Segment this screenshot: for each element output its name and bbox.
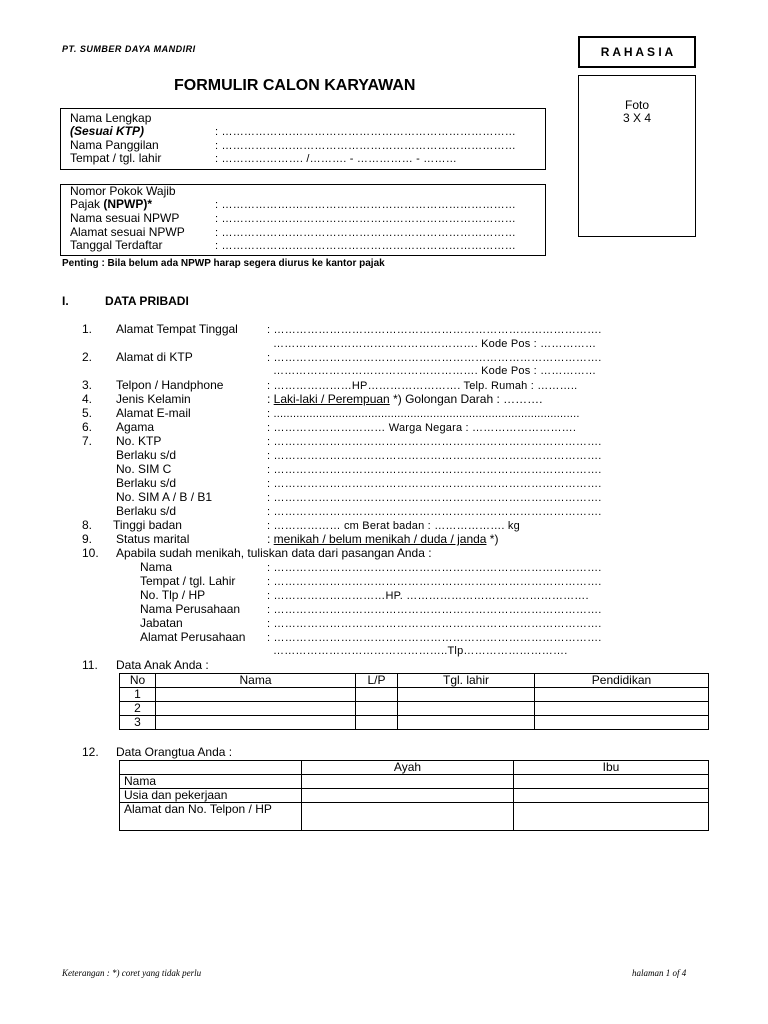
photo-box xyxy=(578,75,696,237)
parents-cell[interactable] xyxy=(302,803,514,831)
label-data-orangtua: Data Orangtua Anda : xyxy=(116,745,233,759)
form-title: FORMULIR CALON KARYAWAN xyxy=(174,77,416,94)
pasangan-tlp-field[interactable]: : …………………………HP. …………………………………………. xyxy=(267,590,589,602)
label-nomor-pokok: Nomor Pokok Wajib xyxy=(70,184,176,198)
children-cell[interactable] xyxy=(156,702,356,716)
status-marital-note: *) xyxy=(486,532,499,546)
children-cell[interactable] xyxy=(535,716,709,730)
children-col-nama: Nama xyxy=(156,674,356,688)
tinggi-berat-field[interactable]: : ……………… cm Berat badan : ………………. kg xyxy=(267,520,520,532)
label-pasangan-perusahaan: Nama Perusahaan xyxy=(140,602,241,616)
children-cell[interactable] xyxy=(398,688,535,702)
jenis-kelamin-field[interactable] xyxy=(267,393,542,406)
num-9: 9. xyxy=(82,532,93,546)
label-pasangan: Apabila sudah menikah, tuliskan data dari pasangan Anda : xyxy=(116,546,432,560)
num-2: 2. xyxy=(82,350,93,364)
parents-cell[interactable] xyxy=(514,789,709,803)
email-field[interactable]: : .............................................................................................. xyxy=(267,408,580,420)
label-tinggi-badan: Tinggi badan xyxy=(113,518,182,532)
children-cell[interactable] xyxy=(156,716,356,730)
label-jenis-kelamin: Jenis Kelamin xyxy=(116,392,191,406)
photo-size: 3 X 4 xyxy=(622,111,652,125)
parents-cell[interactable] xyxy=(302,775,514,789)
label-alamat-npwp: Alamat sesuai NPWP xyxy=(70,225,185,239)
parents-row-label: Nama xyxy=(120,775,302,789)
label-sim-c: No. SIM C xyxy=(116,462,172,476)
table-row xyxy=(120,803,709,831)
section-title: DATA PRIBADI xyxy=(105,294,189,308)
pasangan-perusahaan-field[interactable]: : ……………………………………………………………………………. xyxy=(267,604,602,616)
parents-cell[interactable] xyxy=(302,789,514,803)
parents-row-label: Usia dan pekerjaan xyxy=(120,789,302,803)
pasangan-tempat-field[interactable]: : ……………………………………………………………………………. xyxy=(267,576,602,588)
no-ktp-field[interactable]: : ……………………………………………………………………………. xyxy=(267,436,602,448)
children-cell[interactable] xyxy=(356,688,398,702)
label-sim-ab-berlaku: Berlaku s/d xyxy=(116,504,177,518)
sim-ab-field[interactable]: : ……………………………………………………………………………. xyxy=(267,492,602,504)
parents-col-blank xyxy=(120,761,302,775)
num-6: 6. xyxy=(82,420,93,434)
label-agama: Agama xyxy=(116,420,155,434)
label-pasangan-alamat: Alamat Perusahaan xyxy=(140,630,246,644)
npwp-number-field[interactable]: : ……………….…………………………………………………… xyxy=(215,199,516,211)
status-marital-colon: : xyxy=(267,532,274,546)
parents-row-label: Alamat dan No. Telpon / HP xyxy=(120,803,302,831)
children-cell[interactable] xyxy=(535,702,709,716)
parents-cell[interactable] xyxy=(514,803,709,831)
label-pasangan-nama: Nama xyxy=(140,560,173,574)
label-pasangan-tempat: Tempat / tgl. Lahir xyxy=(140,574,236,588)
label-alamat-ktp: Alamat di KTP xyxy=(116,350,193,364)
telpon-field[interactable]: : …………………HP……………………. Telp. Rumah : ……….. xyxy=(267,380,578,392)
children-cell[interactable] xyxy=(398,716,535,730)
jenis-kelamin-colon: : xyxy=(267,392,274,406)
children-cell[interactable] xyxy=(398,702,535,716)
tempat-lahir-field[interactable]: : …………………. /………. - …………… - ……… xyxy=(215,153,457,165)
label-nama-npwp: Nama sesuai NPWP xyxy=(70,211,180,225)
alamat-ktp-field[interactable]: : ……………………………………………………………………………. xyxy=(267,352,602,364)
pasangan-nama-field[interactable]: : ……………………………………………………………………………. xyxy=(267,562,602,574)
alamat-tinggal-kodepos-field[interactable]: ………………………………………………. Kode Pos : …………… xyxy=(273,338,597,350)
table-row xyxy=(120,702,709,716)
confidential-label: R A H A S I A xyxy=(600,45,674,59)
golongan-darah-field[interactable]: *) Golongan Darah : ………. xyxy=(389,392,543,406)
children-table xyxy=(119,673,709,730)
label-npwp-bold: (NPWP)* xyxy=(103,197,153,211)
children-cell[interactable] xyxy=(356,716,398,730)
photo-label: Foto xyxy=(624,98,649,112)
agama-field[interactable]: : ………………………… Warga Negara : ………………………. xyxy=(267,422,577,434)
label-nama-panggilan: Nama Panggilan xyxy=(70,138,159,152)
children-col-no: No xyxy=(120,674,156,688)
num-11: 11. xyxy=(82,658,98,672)
table-row xyxy=(120,789,709,803)
label-no-ktp: No. KTP xyxy=(116,434,162,448)
sim-c-field[interactable]: : ……………………………………………………………………………. xyxy=(267,464,602,476)
company-name: PT. SUMBER DAYA MANDIRI xyxy=(62,44,196,54)
nama-lengkap-field[interactable]: : ……………….…………………………………………………… xyxy=(215,126,516,138)
label-tempat-lahir: Tempat / tgl. lahir xyxy=(70,151,162,165)
label-email: Alamat E-mail xyxy=(116,406,191,420)
children-cell[interactable] xyxy=(535,688,709,702)
label-pajak-text: Pajak xyxy=(70,197,101,211)
children-col-lp: L/P xyxy=(356,674,398,688)
label-ktp-berlaku: Berlaku s/d xyxy=(116,448,177,462)
confidential-box xyxy=(578,36,696,68)
children-table-header xyxy=(120,674,709,688)
label-pajak xyxy=(70,198,152,211)
jenis-kelamin-options[interactable]: Laki-laki / Perempuan xyxy=(273,392,390,406)
children-cell[interactable] xyxy=(156,688,356,702)
num-1: 1. xyxy=(82,322,93,336)
sim-ab-berlaku-field[interactable]: : ……………………………………………………………………………. xyxy=(267,506,602,518)
parents-col-ayah: Ayah xyxy=(302,761,514,775)
section-number: I. xyxy=(62,294,69,308)
table-row xyxy=(120,688,709,702)
children-row-no: 2 xyxy=(120,702,156,716)
table-row xyxy=(120,716,709,730)
label-telpon: Telpon / Handphone xyxy=(116,378,224,392)
pasangan-alamat-field[interactable]: : ……………………………………………………………………………. xyxy=(267,632,602,644)
label-sim-c-berlaku: Berlaku s/d xyxy=(116,476,177,490)
label-status-marital: Status marital xyxy=(116,532,190,546)
label-sim-ab: No. SIM A / B / B1 xyxy=(116,490,213,504)
label-nama-lengkap: Nama Lengkap xyxy=(70,111,152,125)
tanggal-terdaftar-field[interactable]: : ……………….…………………………………………………… xyxy=(215,240,516,252)
children-col-pendidikan: Pendidikan xyxy=(535,674,709,688)
label-pasangan-jabatan: Jabatan xyxy=(140,616,183,630)
label-alamat-tinggal: Alamat Tempat Tinggal xyxy=(116,322,238,336)
num-3: 3. xyxy=(82,378,93,392)
children-col-tgl: Tgl. lahir xyxy=(398,674,535,688)
footer-note: Keterangan : *) coret yang tidak perlu xyxy=(62,968,202,978)
page-number: halaman 1 of 4 xyxy=(632,968,687,978)
alamat-ktp-kodepos-field[interactable]: ………………………………………………. Kode Pos : …………… xyxy=(273,365,597,377)
children-row-no: 1 xyxy=(120,688,156,702)
num-5: 5. xyxy=(82,406,93,420)
pasangan-jabatan-field[interactable]: : ……………………………………………………………………………. xyxy=(267,618,602,630)
num-10: 10. xyxy=(82,546,99,560)
num-4: 4. xyxy=(82,392,93,406)
sim-c-berlaku-field[interactable]: : ……………………………………………………………………………. xyxy=(267,478,602,490)
parents-table xyxy=(119,760,709,831)
ktp-berlaku-field[interactable]: : ……………………………………………………………………………. xyxy=(267,450,602,462)
parents-cell[interactable] xyxy=(514,775,709,789)
num-12: 12. xyxy=(82,745,99,759)
parents-table-header xyxy=(120,761,709,775)
label-sesuai-ktp: (Sesuai KTP) xyxy=(70,124,145,138)
label-data-anak: Data Anak Anda : xyxy=(116,658,209,672)
alamat-tinggal-field[interactable]: : ……………………………………………………………………………. xyxy=(267,324,602,336)
children-row-no: 3 xyxy=(120,716,156,730)
table-row xyxy=(120,775,709,789)
parents-col-ibu: Ibu xyxy=(514,761,709,775)
num-7: 7. xyxy=(82,434,93,448)
nama-panggilan-field[interactable]: : ……………….…………………………………………………… xyxy=(215,140,516,152)
pasangan-alamat-tlp-field[interactable]: ………………………………………..Tlp………………………. xyxy=(273,645,568,657)
num-8: 8. xyxy=(82,518,93,532)
label-pasangan-tlp: No. Tlp / HP xyxy=(140,588,206,602)
alamat-npwp-field[interactable]: : ……………….…………………………………………………… xyxy=(215,227,516,239)
status-marital-options[interactable]: menikah / belum menikah / duda / janda xyxy=(273,532,487,546)
nama-npwp-field[interactable]: : ……………….…………………………………………………… xyxy=(215,213,516,225)
children-cell[interactable] xyxy=(356,702,398,716)
status-marital-field[interactable] xyxy=(267,533,498,546)
label-tanggal-terdaftar: Tanggal Terdaftar xyxy=(70,238,163,252)
npwp-note: Penting : Bila belum ada NPWP harap segera diurus ke kantor pajak xyxy=(62,258,385,269)
